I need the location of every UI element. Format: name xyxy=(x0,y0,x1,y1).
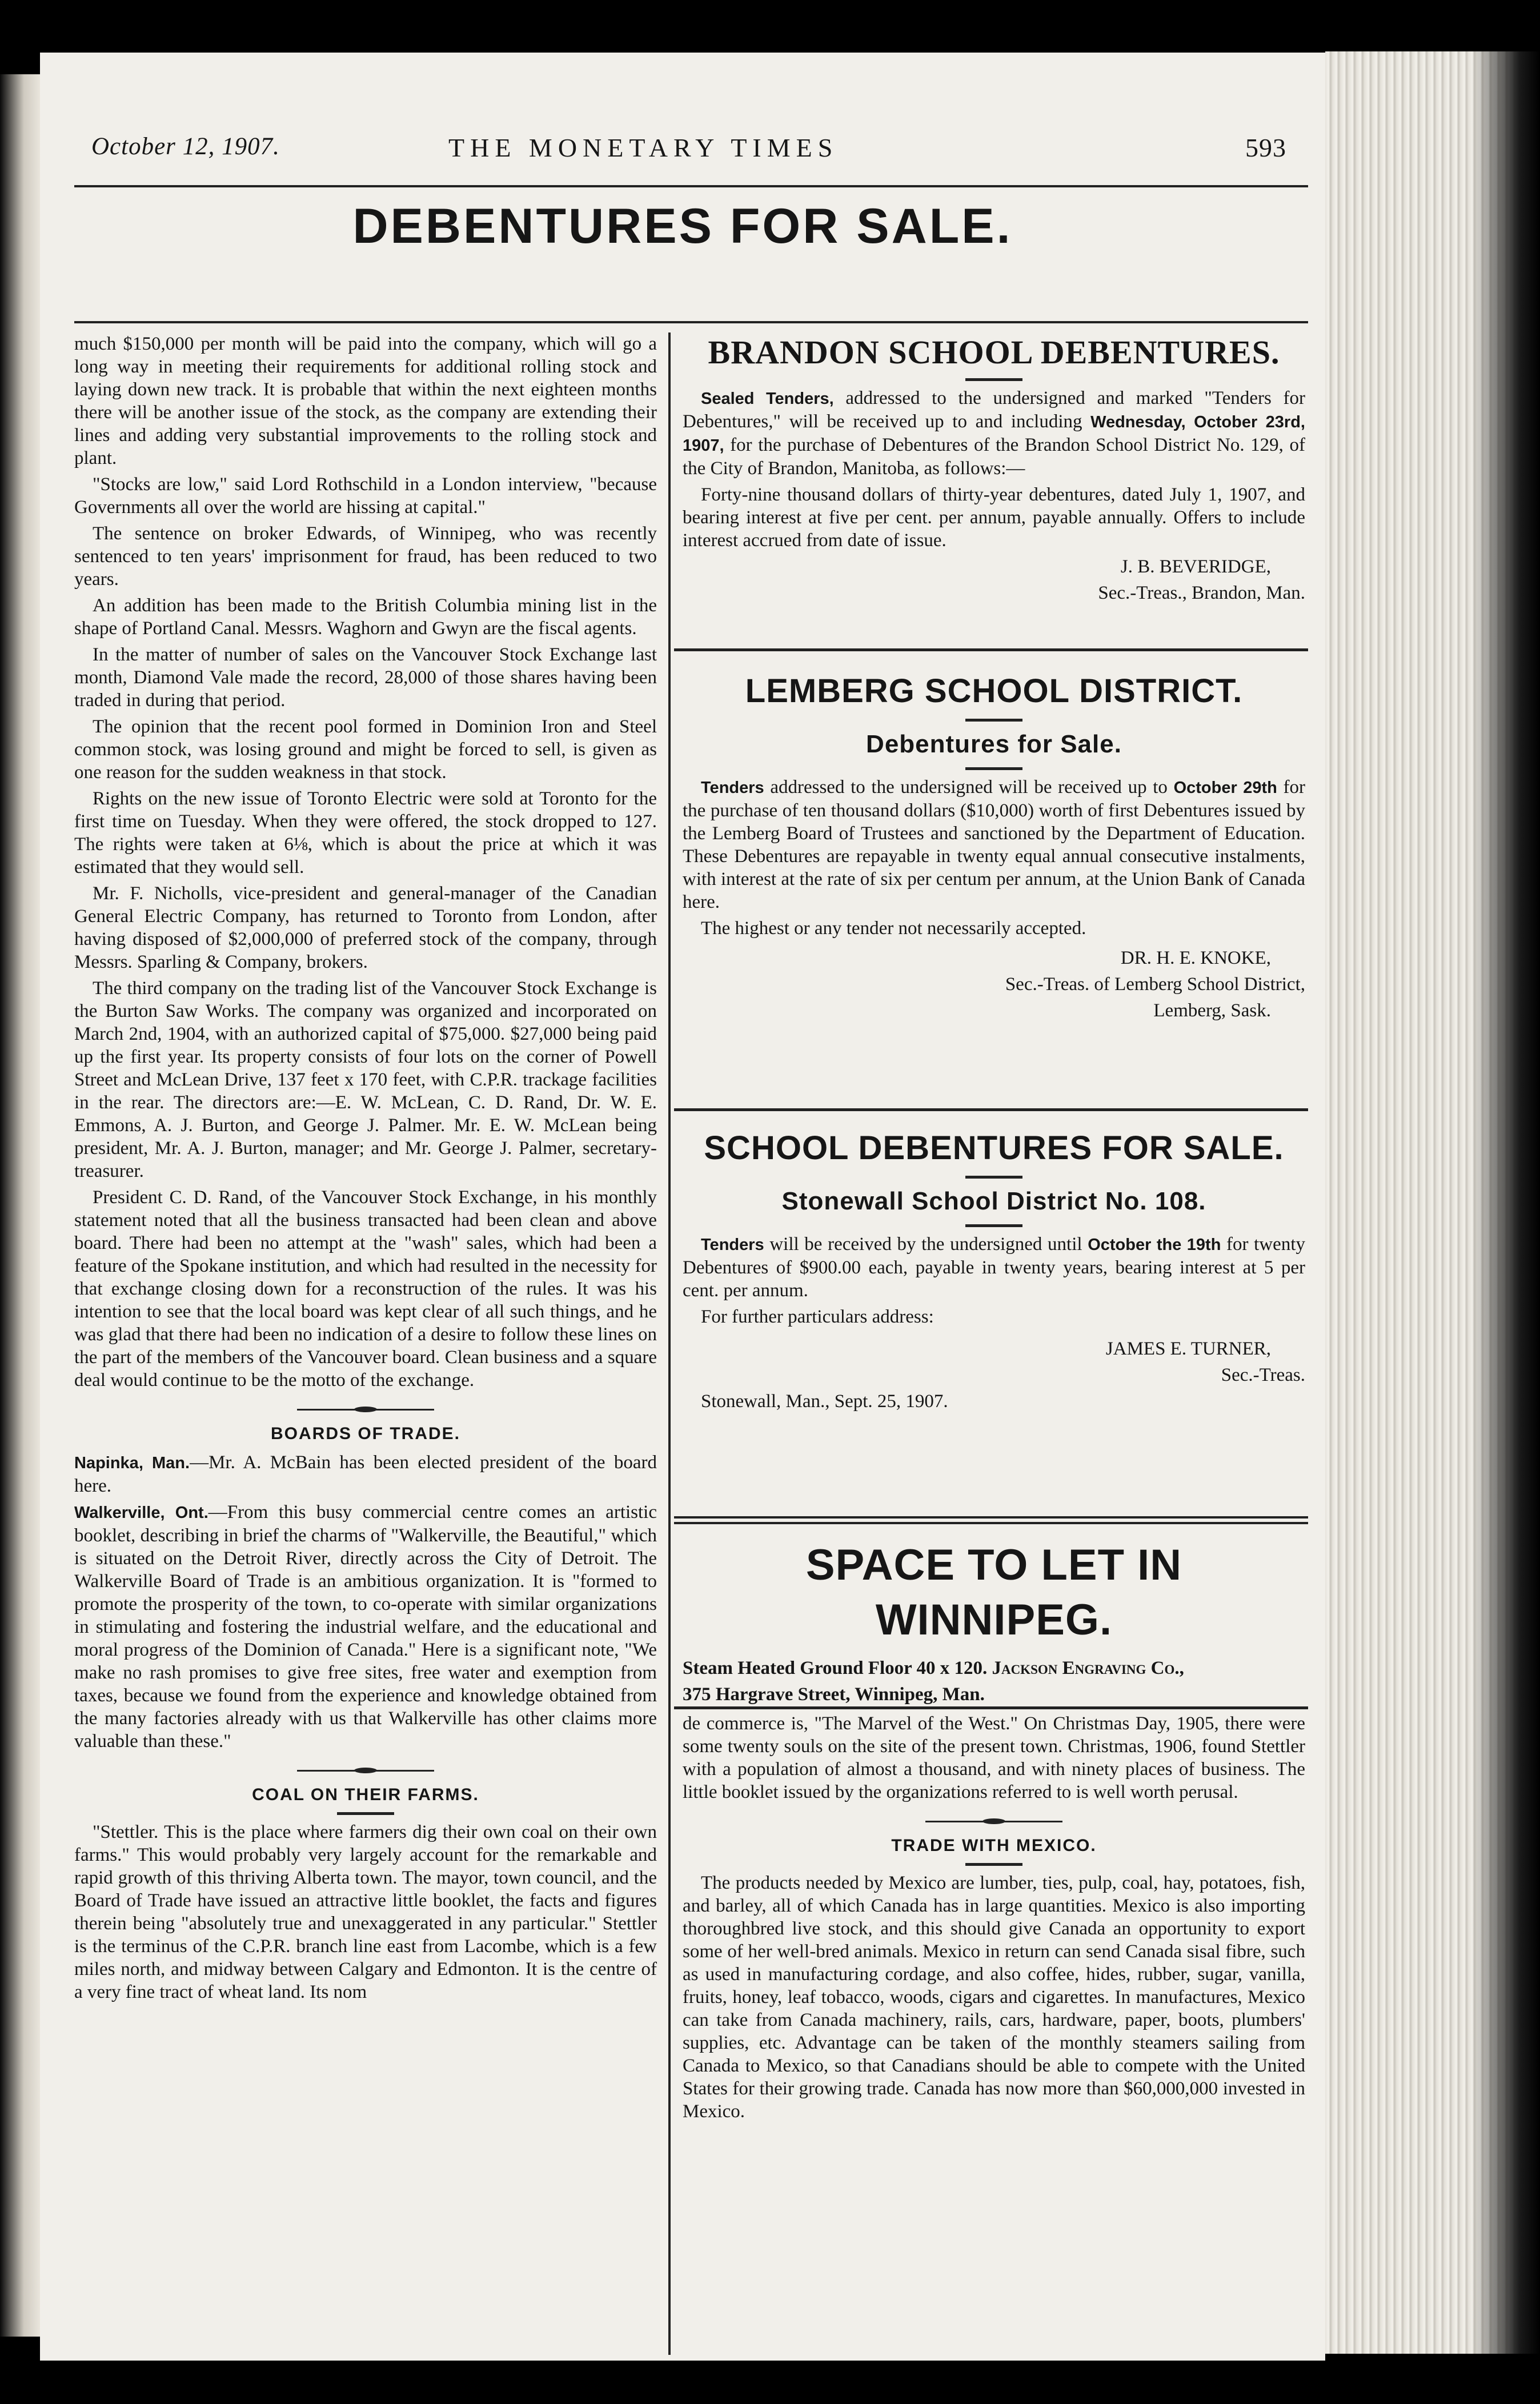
space-line1: Steam Heated Ground Floor 40 x 120. xyxy=(683,1658,988,1678)
column-divider xyxy=(668,332,671,2355)
short-rule xyxy=(965,1224,1022,1227)
lemberg-subtitle: Debentures for Sale. xyxy=(866,730,1122,758)
newspaper-page xyxy=(40,53,1325,2361)
brandon-terms: Forty-nine thousand dollars of thirty-year debentures, dated July 1, 1907, and bearing interest at five per cent. per annum, payable annually. Offers to include interest accrued from date of issue. xyxy=(683,484,1305,551)
lemberg-ad xyxy=(683,670,1305,1025)
paragraph: much $150,000 per month will be paid into the company, which will go a long way in meeting their requirements for additional rolling stock and laying down new track. It is probable that within the next eighteen months there will be another issue of the stock, as the company are extending their lines and adding very substantial improvements to the rolling stock and plant. xyxy=(74,334,657,468)
paragraph: The products needed by Mexico are lumber, ties, pulp, coal, hay, potatoes, fish, and barley, all of which Canada has in large quantities. Mexico is also importing thoroughbred live stock, and this should give Canada an opportunity to export some of her well-bred animals. Mexico in return can send Canada sisal fibre, such as used in manufacturing cordage, and also coffee, hides, rubber, sugar, vanilla, fruits, honey, leaf tobacco, woods, cigars and cigarettes. In manufactures, Mexico can take from Canada machinery, rails, cars, hardware, paper, boots, plumbers' supplies, etc. Advantage can be taken of the monthly steamers sailing from Canada to Mexico, so that Canadians should be able to compete with the United States for their growing trade. Canada has now more than $60,000,000 invested in Mexico. xyxy=(683,1873,1305,2122)
ad-separator xyxy=(674,1108,1308,1111)
paragraph: The opinion that the recent pool formed in Dominion Iron and Steel common stock, was losing ground and might be forced to sell, is given as one reason for the sudden weakness in that stock. xyxy=(74,716,657,783)
stonewall-text: for twenty Debentures of $900.00 each, payable in twenty years, bearing interest at 5 per cent. per annum. xyxy=(683,1234,1305,1301)
lemberg-date: October 29th xyxy=(1173,779,1277,797)
lemberg-title: LEMBERG SCHOOL DISTRICT. xyxy=(745,672,1243,710)
ad-separator xyxy=(674,648,1308,651)
short-rule xyxy=(965,1863,1022,1866)
space-title-line2: WINNIPEG. xyxy=(875,1596,1113,1644)
lemberg-text: addressed to the undersigned will be received up to xyxy=(764,777,1174,798)
banner-headline: DEBENTURES FOR SALE. xyxy=(352,199,1013,254)
lemberg-text: for the purchase of ten thousand dollars ($10,000) worth of first Debentures issued by the Lemberg Board of Trustees and sanctioned by the Department of Education. These Debentures are repayable in twenty equal annual consecutive instalments, with interest at the rate of six per centum per annum, at the Union Bank of Canada here. xyxy=(683,777,1305,912)
board-lead: Walkerville, Ont. xyxy=(74,1504,208,1522)
paragraph: An addition has been made to the British Columbia mining list in the shape of Portland Canal. Messrs. Waghorn and Gwyn are the fiscal agents. xyxy=(74,595,657,639)
short-rule xyxy=(965,719,1022,722)
brandon-ad xyxy=(683,332,1305,608)
binding-edge xyxy=(1325,51,1540,2354)
space-line2: 375 Hargrave Street, Winnipeg, Man. xyxy=(683,1684,985,1705)
section-heading-mexico: TRADE WITH MEXICO. xyxy=(891,1836,1097,1855)
board-item xyxy=(74,1451,657,1497)
lemberg-lead: Tenders xyxy=(701,779,764,797)
section-ornament xyxy=(925,1818,1062,1824)
ad-separator xyxy=(674,1706,1308,1709)
paragraph: Mr. F. Nicholls, vice-president and general-manager of the Canadian General Electric Company, has returned to Toronto from London, after having disposed of $2,000,000 of preferred stock of the company, through Messrs. Sparling & Company, brokers. xyxy=(74,883,657,972)
lemberg-signer-place: Lemberg, Sask. xyxy=(1153,1000,1271,1021)
board-text: —Mr. A. McBain has been elected president of the board here. xyxy=(74,1452,657,1496)
section-ornament xyxy=(297,1407,434,1412)
lemberg-signer: DR. H. E. KNOKE, xyxy=(1120,948,1271,968)
brandon-text: for the purchase of Debentures of the Brandon School District No. 129, of the City of Brandon, Manitoba, as follows:— xyxy=(683,435,1305,479)
brandon-signer-title: Sec.-Treas., Brandon, Man. xyxy=(1098,583,1305,603)
board-text: —From this busy commercial centre comes an artistic booklet, describing in brief the charms of "Walkerville, the Beautiful," which is situated on the Detroit River, directly across the City of Detroit. The Walkerville Board of Trade is an ambitious organization. It is "formed to promote the prosperity of the town, to co-operate with similar organizations in stimulating and fostering the industrial welfare, and the educational and moral progress of the Dominion of Canada." Here is a significant note, "We make no rash promises to give free sites, free water and exemption from taxes, because we found from the experience and knowledge obtained from the many factories already with us that Walkerville has other claims more valuable than these." xyxy=(74,1502,657,1752)
paragraph: de commerce is, "The Marvel of the West." On Christmas Day, 1905, there were some twenty souls on the site of the present town. Christmas, 1906, found Stettler with a population of almost a thousand, and with ninety places of business. The little booklet issued by the organizations referred to is well worth perusal. xyxy=(683,1713,1305,1802)
ad-separator xyxy=(674,1516,1308,1524)
paragraph: The sentence on broker Edwards, of Winnipeg, who was recently sentenced to ten years' imprisonment for fraud, has been reduced to two years. xyxy=(74,523,657,590)
paragraph: "Stettler. This is the place where farmers dig their own coal on their own farms." This would probably very largely account for the remarkable and rapid growth of this thriving Alberta town. The mayor, town council, and the Board of Trade have issued an attractive little booklet, the facts and figures therein being "absolutely true and unexaggerated in any particular." Stettler is the terminus of the C.P.R. branch line east from Lacombe, which is a few miles north, and midway between Calgary and Edmonton. It is the centre of a very fine tract of wheat land. Its nom xyxy=(74,1822,657,2002)
header-rule xyxy=(74,185,1308,187)
section-ornament xyxy=(297,1768,434,1773)
section-heading-coal: COAL ON THEIR FARMS. xyxy=(252,1785,479,1804)
stonewall-title: SCHOOL DEBENTURES FOR SALE. xyxy=(704,1129,1284,1167)
stonewall-dateline: Stonewall, Man., Sept. 25, 1907. xyxy=(701,1391,948,1412)
paragraph: Rights on the new issue of Toronto Electric were sold at Toronto for the first time on Tuesday. When they were offered, the stock dropped to 127. The rights were taken at 6⅛, which is about the price at which it was estimated that they would sell. xyxy=(74,788,657,878)
section-heading-boards: BOARDS OF TRADE. xyxy=(271,1424,460,1443)
issue-date: October 12, 1907. xyxy=(91,133,280,160)
stonewall-signer: JAMES E. TURNER, xyxy=(1105,1339,1271,1359)
paragraph: In the matter of number of sales on the Vancouver Stock Exchange last month, Diamond Vale made the record, 28,000 of those shares having been traded in during that period. xyxy=(74,644,657,711)
left-page-edge xyxy=(0,74,40,2337)
stonewall-subtitle: Stonewall School District No. 108. xyxy=(781,1187,1206,1215)
stonewall-text: will be received by the undersigned until xyxy=(764,1234,1088,1255)
brandon-body xyxy=(683,387,1305,480)
short-rule xyxy=(965,1176,1022,1179)
stonewall-ad xyxy=(683,1127,1305,1416)
publication-title: THE MONETARY TIMES xyxy=(448,133,839,162)
space-to-let-ad xyxy=(683,1538,1305,1709)
brandon-title: BRANDON SCHOOL DEBENTURES. xyxy=(708,334,1280,371)
board-item xyxy=(74,1501,657,1753)
brandon-date: Wednesday, October 23rd, 1907, xyxy=(683,413,1305,455)
short-rule xyxy=(337,1812,394,1815)
short-rule xyxy=(965,378,1022,381)
stonewall-body xyxy=(683,1233,1305,1302)
right-article xyxy=(683,1712,1305,2126)
brandon-lead: Sealed Tenders, xyxy=(701,390,834,408)
left-column xyxy=(74,332,657,2007)
space-company: Jackson Engraving Co., xyxy=(992,1658,1184,1678)
stonewall-contact: For further particulars address: xyxy=(701,1307,934,1327)
banner-rule xyxy=(74,321,1308,323)
board-lead: Napinka, Man. xyxy=(74,1454,190,1472)
lemberg-body xyxy=(683,776,1305,913)
brandon-text: addressed to the undersigned and marked "Tenders for Debentures," will be received up to and including xyxy=(683,388,1305,432)
paragraph: President C. D. Rand, of the Vancouver Stock Exchange, in his monthly statement noted that all the business transacted had been clean and above board. There had been no attempt at the "wash" sales, which had been a feature of the Spokane institution, and which had resulted in the necessity for that exchange closing down for a reconstruction of the rules. It was his intention to see that the local board was kept clear of all such things, and he was glad that there had been no indication of a desire to follow these lines on the part of the members of the Vancouver board. Clean business and a square deal would continue to be the motto of the exchange. xyxy=(74,1187,657,1391)
lemberg-signer-title: Sec.-Treas. of Lemberg School District, xyxy=(1005,974,1305,995)
brandon-signer: J. B. BEVERIDGE, xyxy=(1120,556,1271,577)
page-number: 593 xyxy=(1245,133,1286,162)
stonewall-date: October the 19th xyxy=(1088,1236,1221,1254)
paragraph: "Stocks are low," said Lord Rothschild in a London interview, "because Governments all over the world are hissing at capital." xyxy=(74,474,657,518)
short-rule xyxy=(965,767,1022,770)
lemberg-notice: The highest or any tender not necessarily accepted. xyxy=(701,918,1086,939)
stonewall-signer-title: Sec.-Treas. xyxy=(1221,1365,1305,1385)
space-title-line1: SPACE TO LET IN xyxy=(805,1541,1182,1589)
space-details xyxy=(683,1657,1305,1680)
paragraph: The third company on the trading list of the Vancouver Stock Exchange is the Burton Saw Works. The company was organized and incorporated on March 2nd, 1904, with an authorized capital of $75,000. $27,000 being paid up the first year. Its property consists of four lots on the corner of Powell Street and McLean Drive, 137 feet x 170 feet, with C.P.R. trackage facilities in the rear. The directors are:—E. W. McLean, C. D. Rand, Dr. W. E. Emmons, A. J. Burton, and George J. Palmer. Mr. E. W. McLean being president, Mr. A. J. Burton, manager; and Mr. George J. Palmer, secretary-treasurer. xyxy=(74,978,657,1181)
stonewall-lead: Tenders xyxy=(701,1236,764,1254)
